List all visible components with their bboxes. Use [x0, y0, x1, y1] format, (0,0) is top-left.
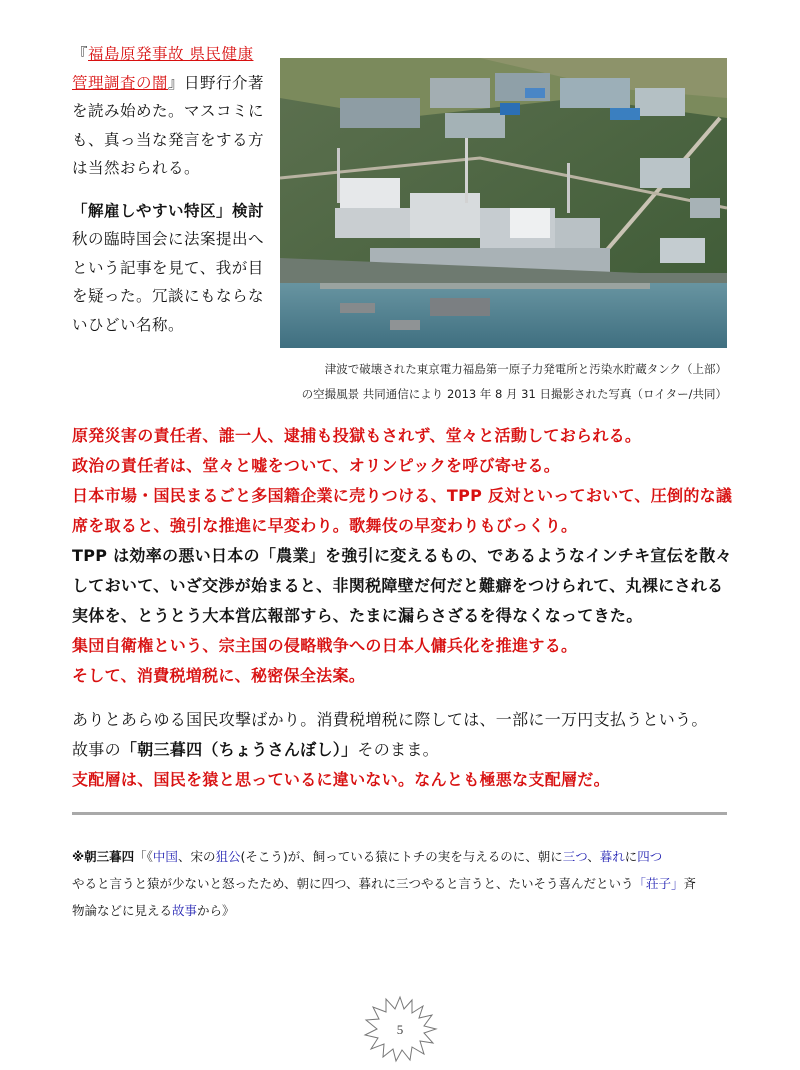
aerial-photo	[280, 58, 727, 348]
intro-line-2	[72, 69, 277, 98]
author-text: 日野行介著	[184, 73, 265, 92]
body-line-1: 原発災害の責任者、誰一人、逮捕も投獄もされず、堂々と活動しておられる。	[72, 426, 642, 445]
footnote-seg5: に	[624, 849, 638, 864]
body-line-11-pre: 故事の	[72, 740, 121, 759]
body-line-6: しておいて、いざ交渉が始まると、非関税障壁だ何だと難癖をつけられて、丸裸にされる	[72, 576, 724, 595]
link-mittsu[interactable]: 三つ	[562, 849, 588, 864]
link-koji[interactable]: 故事	[172, 903, 198, 918]
footnote	[72, 843, 732, 924]
footnote-line3-pre: 物論などに見える	[72, 903, 173, 918]
footnote-seg4: 、	[587, 849, 600, 864]
photo-caption	[280, 357, 727, 407]
caption-line-2: の空撮風景 共同通信により 2013 年 8 月 31 日撮影された写真（ロイター/共同）	[301, 387, 727, 401]
footnote-term: ※朝三暮四	[72, 849, 135, 864]
body-line-10: ありとあらゆる国民攻撃ばかり。消費税増税に際しては、一部に一万円支払うという。	[72, 710, 708, 729]
body-line-11	[72, 735, 732, 765]
page-number: 5	[396, 1022, 404, 1037]
footnote-line-1	[72, 843, 732, 870]
caption-line-1: 津波で破壊された東京電力福島第一原子力発電所と汚染水貯蔵タンク（上部）	[324, 362, 727, 376]
book-title-link-1[interactable]: 福島原発事故 県民健康	[88, 45, 254, 63]
footnote-line2-post: 斉	[683, 876, 697, 891]
body-line-3: 日本市場・国民まるごと多国籍企業に売りつける、TPP 反対といっておいて、圧倒的な議	[72, 486, 733, 505]
page-number-badge	[362, 995, 438, 1063]
link-sokou[interactable]: 狙公	[215, 849, 241, 864]
link-yottsu[interactable]: 四つ	[637, 849, 663, 864]
chousanboshi-term: 「朝三暮四（ちょうさんぼし）」	[120, 740, 358, 759]
intro-line-4: も、真っ当な発言をする方	[72, 130, 265, 149]
close-bracket: 』	[168, 73, 185, 92]
intro-line-3: を読み始めた。マスコミに	[72, 102, 265, 120]
open-bracket: 『	[72, 45, 89, 63]
intro-column	[72, 40, 277, 339]
intro-headline: 「解雇しやすい特区」検討	[72, 201, 265, 220]
link-china[interactable]: 中国	[152, 849, 178, 864]
body-line-8: 集団自衛権という、宗主国の侵略戦争への日本人傭兵化を推進する。	[72, 636, 578, 655]
intro-para2-line-1: 秋の臨時国会に法案提出へ	[72, 230, 265, 248]
starburst-icon	[362, 995, 438, 1063]
intro-para2-line-2: という記事を見て、我が目	[72, 258, 264, 277]
footnote-line-2	[72, 870, 732, 897]
body-line-4: 席を取ると、強引な推進に早変わり。歌舞伎の早変わりもびっくり。	[72, 516, 578, 535]
link-kure[interactable]: 暮れ	[599, 849, 625, 864]
footnote-seg3: (そこう)が、飼っている猿にトチの実を与えるのに、朝に	[240, 849, 563, 864]
footnote-seg1: 「《	[134, 849, 153, 864]
body-line-7: 実体を、とうとう大本営広報部すら、たまに漏らさざるを得なくなってきた。	[72, 606, 643, 625]
footnote-line3-post: から》	[197, 903, 235, 918]
body-line-2: 政治の責任者は、堂々と嘘をついて、オリンピックを呼び寄せる。	[72, 456, 561, 475]
body-line-9: そして、消費税増税に、秘密保全法案。	[72, 666, 366, 685]
body-line-12: 支配層は、国民を猿と思っているに違いない。なんとも極悪な支配層だ。	[72, 770, 610, 789]
intro-para2-line-3: を疑った。冗談にもならな	[72, 287, 265, 305]
divider	[72, 812, 727, 815]
intro-paragraph-1	[72, 40, 277, 69]
body-line-5: TPP は効率の悪い日本の「農業」を強引に変えるもの、であるようなインチキ宣伝を散々	[72, 546, 732, 565]
footnote-line2-pre: やると言うと猿が少ないと怒ったため、朝に四つ、暮れに三つやると言うと、たいそう喜んだという	[72, 876, 634, 891]
intro-para2-line-4: いひどい名称。	[72, 315, 185, 334]
body-line-11-post: そのまま。	[357, 740, 439, 759]
book-title-link-2[interactable]: 管理調査の闇	[72, 73, 169, 92]
intro-line-5: は当然おられる。	[72, 159, 201, 177]
link-soushi[interactable]: 「荘子」	[633, 876, 684, 891]
footnote-seg2: 、宋の	[177, 849, 216, 864]
main-body	[72, 421, 732, 795]
footnote-line-3	[72, 897, 732, 924]
